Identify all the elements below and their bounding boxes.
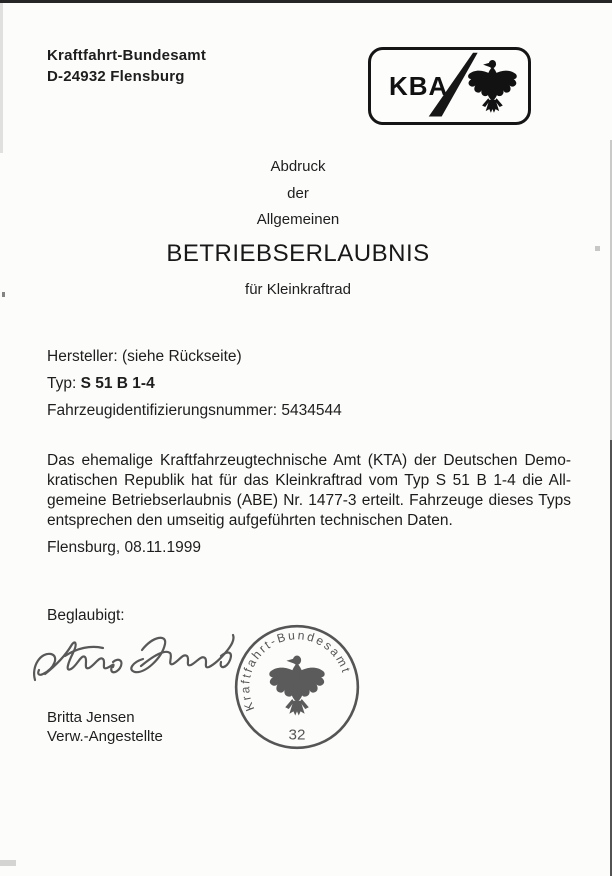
kba-logo: [368, 47, 531, 125]
official-round-stamp: [226, 616, 368, 758]
scan-artifact-left-smudge: [0, 3, 3, 153]
kba-logo-graphic: [371, 50, 528, 122]
sender-name: Kraftfahrt-Bundesamt: [47, 47, 207, 64]
kba-logo-label: KBA: [389, 71, 449, 101]
vehicle-fields: [47, 343, 342, 424]
stamp-eagle-icon: [269, 655, 324, 715]
stamp-number: 32: [288, 726, 306, 744]
field-label: Fahrzeugidentifizierungsnummer:: [47, 402, 278, 419]
signer-role: Verw.-Angestellte: [47, 728, 163, 745]
field-label: Hersteller:: [47, 348, 118, 365]
bundesadler-eagle-icon: [468, 60, 517, 113]
field-value: 5434544: [281, 402, 342, 419]
body-line: Das ehemalige Kraftfahrzeugtechnische Amt (KTA) der Deutschen Demo-: [47, 452, 571, 469]
place-date-line: Flensburg, 08.11.1999: [47, 539, 201, 556]
field-label: Typ:: [47, 375, 77, 392]
handwritten-signature-icon: [25, 622, 240, 704]
sender-city: D-24932 Flensburg: [47, 68, 185, 85]
scan-artifact-speck: [0, 860, 16, 866]
field-value: S 51 B 1-4: [80, 375, 155, 392]
attestation-label: Beglaubigt:: [47, 607, 125, 624]
body-paragraph: [47, 451, 571, 531]
title-pre-line-2: der: [287, 185, 309, 202]
field-value: (siehe Rückseite): [121, 348, 242, 365]
document-subtitle: für Kleinkraftrad: [245, 281, 351, 298]
field-typ: [47, 370, 342, 397]
document-title: BETRIEBSERLAUBNIS: [166, 240, 430, 267]
body-line: entsprechen den umseitig aufgeführten technischen Daten.: [47, 512, 453, 529]
signer-block: [47, 708, 163, 746]
field-fahrzeugidentifizierungsnummer: [47, 397, 342, 424]
title-pre-line-3: Allgemeinen: [256, 211, 340, 228]
body-line: kratischen Republik hat für das Kleinkraftrad vom Typ S 51 B 1-4 die All-: [47, 472, 571, 489]
stamp-ring-text: Kraftfahrt-Bundesamt: [238, 628, 354, 714]
title-pre-line-1: Abdruck: [270, 158, 326, 175]
field-hersteller: [47, 343, 342, 370]
sender-address-block: [47, 45, 206, 87]
scan-artifact-top-edge: [0, 0, 612, 3]
body-line: gemeine Betriebserlaubnis (ABE) Nr. 1477-3 erteilt. Fahrzeuge dieses Typs: [47, 492, 571, 509]
signer-name: Britta Jensen: [47, 709, 135, 726]
